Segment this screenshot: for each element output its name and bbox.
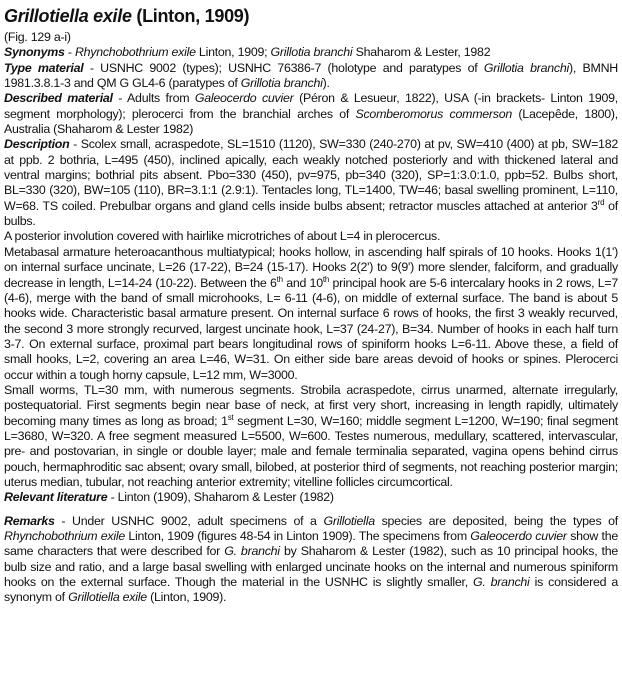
section-label: Type material — [4, 60, 84, 75]
text-run: - USNHC 9002 (types); USNHC 76386-7 (holotype and paratypes of — [83, 60, 484, 75]
text-run: principal hook are 5-6 intercalary hooks in 2 rows, L=7 (4-6), merge with the band of small microhooks, L= 6-11 (4-6), on middle of external surface. The band is about 5 hooks wide. Characteristic basal armature present. On internal surface 6 rows of hooks, the first 3 weakly recurved, the second 3 more strongly recurved, largest uncinate hook, L=37 (24-27), B=34. Number of hooks in each half turn 3-7. On external surface, proximal part bears longitudinal rows of spiniform hooks L=6-11. Above these, a field of small hooks, L=2, covering an area L=46, W=31. On either side bare areas devoid of hooks or spines. Plerocerci occur within a tough horny capsule, L=12 mm, W=3000. — [4, 275, 618, 382]
section-label: Remarks — [4, 513, 55, 528]
species-account — [4, 30, 618, 606]
text-run: and 10 — [282, 275, 323, 290]
text-run: Shaharom & Lester, 1982 — [352, 45, 491, 60]
species-name: Grillotiella exile — [4, 6, 132, 26]
text-run: by Shaharom & Lester (1982), such as 10 principal hooks, the bulb size and ratio, and a large basal swelling with enlarged uncinate hooks on the internal and numerous spiniform hooks on the external surface. Though the material in the USNHC is slightly smaller, — [4, 544, 619, 590]
section-label: Described material — [4, 91, 113, 106]
remarks-paragraph — [4, 514, 618, 606]
text-run: is considered a synonym of — [4, 575, 618, 605]
text-run: segment L=30, W=160; middle segment L=1200, W=190; final segment L=3680, W=320. A free segment measured L=5500, W=600. Testes numerous, medullary, scattered, intervascular, pre- and postovarian, in single or double layer; male and female terminalia separated, vagina opens behind cirrus pouch, hermaphroditic sac absent; ovary small, bilobed, at posterior third of segments, not reaching posterior margin; uterus median, tubular, not reaching anterior extremity; vitelline follicles circumcortical. — [4, 413, 618, 489]
text-run: - Linton (1909), Shaharom & Lester (1982) — [107, 490, 334, 505]
section-label: Description — [4, 137, 70, 152]
text-run: - Under USNHC 9002, adult specimens of a — [54, 513, 324, 528]
metabasal-armature-paragraph — [4, 245, 618, 383]
text-run: (Linton, 1909). — [146, 590, 227, 605]
section-label: Relevant literature — [4, 490, 108, 505]
taxon-name: Scomberomorus commerson — [355, 106, 513, 121]
taxon-name: Grillotiella exile — [68, 590, 147, 605]
relevant-literature-paragraph — [4, 490, 618, 505]
taxon-name: Grillotiella — [323, 513, 375, 528]
text-run: show the same characters that were described for — [4, 529, 619, 559]
taxon-name: Galeocerdo cuvier — [470, 529, 567, 543]
type-material-paragraph — [4, 61, 618, 92]
taxon-name: Grillotia branchi — [270, 45, 353, 60]
synonyms-paragraph — [4, 45, 618, 60]
text-run: (Fig. 129 a-i) — [4, 30, 71, 44]
species-author: (Linton, 1909) — [131, 6, 250, 26]
text-run: Small worms, TL=30 mm, with numerous segments. Strobila acraspedote, cirrus unarmed, alternate irregularly, postequatorial. First segments begin near base of neck, at first very short, increasing in length rapidly, ultimately becoming many times as long as broad; 1 — [4, 382, 618, 428]
text-run: - Adults from — [112, 91, 195, 106]
text-run: (Péron & Lesueur, 1822), USA (-in brackets- Linton 1909, segment morphology); plerocerci from the branchial arches of — [4, 91, 619, 121]
taxon-name: Grillotia branchi — [483, 60, 569, 75]
species-heading — [4, 5, 618, 27]
posterior-involution-paragraph — [4, 229, 618, 244]
ordinal-suffix: th — [276, 274, 283, 284]
taxon-name: G. branchi — [473, 575, 530, 590]
taxon-name: Rhynchobothrium exile — [74, 45, 196, 60]
figure-reference — [4, 30, 618, 45]
ordinal-suffix: st — [227, 412, 234, 422]
text-run: (Lacepêde, 1800), Australia (Shaharom & Lester 1982) — [4, 106, 618, 137]
ordinal-suffix: th — [322, 274, 330, 284]
strobila-paragraph — [4, 383, 618, 490]
text-run: Linton, 1909 (figures 48-54 in Linton 1909). The specimens from — [125, 529, 471, 543]
text-run: - Scolex small, acraspedote, SL=1510 (1120), SW=330 (240-270) at pv, SW=410 (400) at pb, SW=182 at ppb. 2 bothria, L=495 (450), inclined apically, each weakly notched posteriorly and with thickened lateral and ventral margins; bothrial pits absent. Pbo=330 (450), pv=975, pb=340 (320), SP=1:3.0:1.0, ppb=52. Bulbs short, BL=330 (320), BW=105 (110), BR=3.1:1 (2.9:1). Tentacles long, TL=1400, TW=46; basal swelling prominent, L=110, W=68. TS coiled. Prebulbar organs and gland cells inside bulbs absent; retractor muscles attached at anterior 3 — [4, 137, 618, 213]
text-run: Metabasal armature heteroacanthous multiatypical; hooks hollow, in ascending half spirals of 10 hooks. Hooks 1(1') on internal surface uncinate, L=26 (17-22), B=24 (15-17). Hooks 2(2') to 9(9') more slender, falciform, and gradually decrease in length, L=14-24 (10-22). Between the 6 — [4, 244, 618, 290]
text-run: ), BMNH 1981.3.8.1-3 and QM G GL4-6 (paratypes of — [4, 60, 618, 91]
text-run: A posterior involution covered with hairlike microtriches of about L=4 in plerocercus. — [4, 229, 441, 244]
description-paragraph — [4, 137, 618, 229]
ordinal-suffix: rd — [597, 197, 605, 207]
taxon-name: G. branchi — [224, 544, 280, 559]
text-run: Linton, 1909; — [195, 45, 271, 60]
taxon-name: Grillotia branchi — [240, 76, 323, 91]
taxon-name: Galeocerdo cuvier — [194, 91, 294, 106]
text-run: - — [64, 45, 75, 60]
text-run: species are deposited, being the types of — [374, 513, 618, 528]
text-run: of bulbs. — [4, 198, 618, 229]
taxon-name: Rhynchobothrium exile — [4, 529, 125, 543]
described-material-paragraph — [4, 91, 618, 137]
text-run: ). — [322, 76, 330, 91]
section-label: Synonyms — [4, 45, 65, 60]
